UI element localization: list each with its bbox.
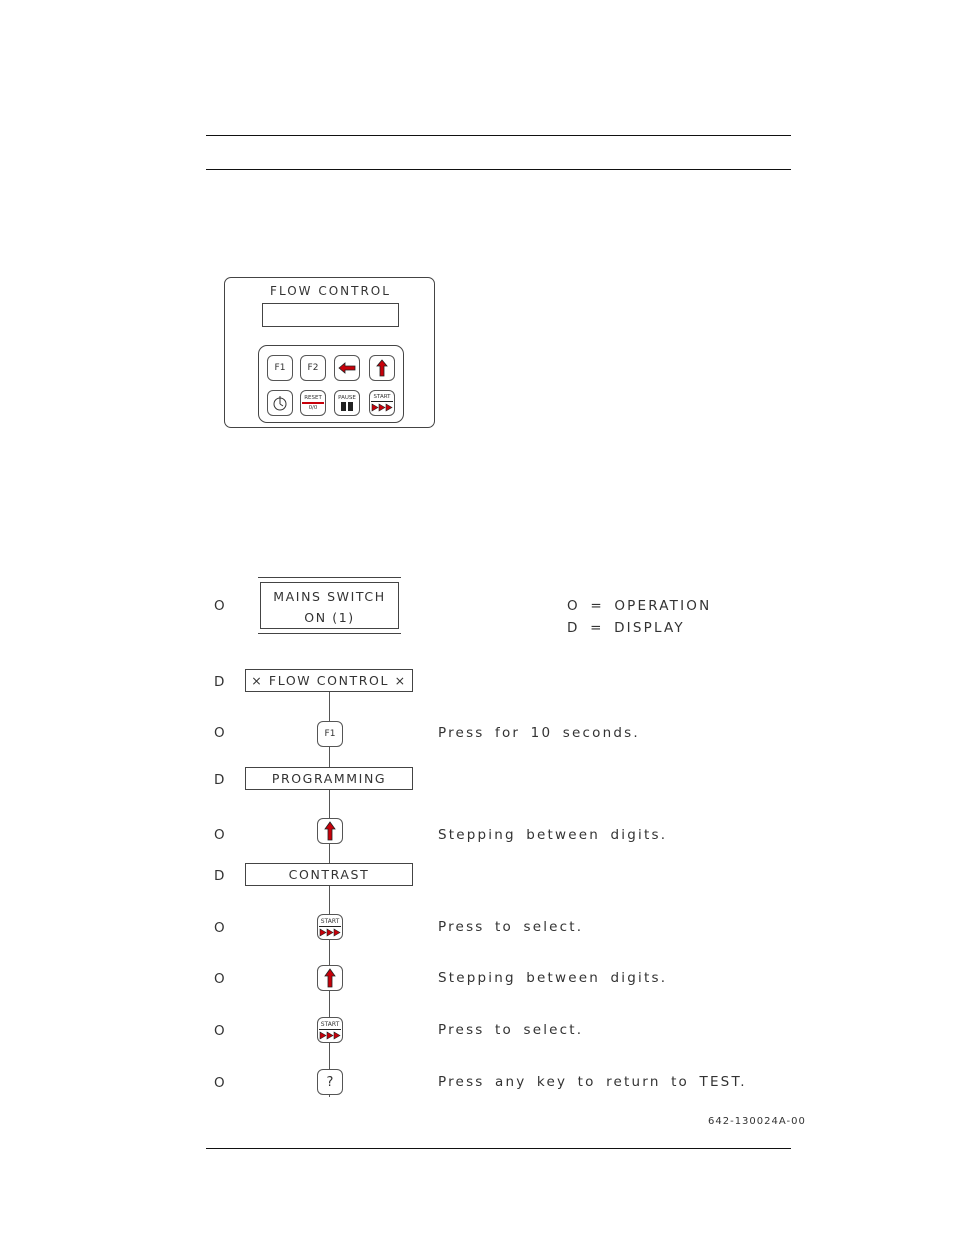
keypad	[258, 345, 404, 423]
step-type: O	[214, 725, 227, 741]
panel-title: FLOW CONTROL	[270, 284, 391, 298]
start-key-label: START	[320, 917, 340, 925]
step-type: O	[214, 1023, 227, 1039]
f2-key[interactable]	[300, 355, 326, 381]
start-key-bar	[319, 926, 341, 927]
play-triple-icon	[319, 928, 341, 937]
up-arrow-icon	[376, 359, 388, 377]
step-type: O	[214, 1075, 227, 1091]
reset-key[interactable]	[300, 390, 326, 416]
step-description: Press to select.	[438, 1022, 584, 1038]
display-programming: PROGRAMMING	[245, 767, 413, 790]
up-arrow-key[interactable]	[317, 818, 343, 844]
any-key-label: ?	[326, 1074, 334, 1090]
step-type: D	[214, 772, 227, 788]
step-type: D	[214, 868, 227, 884]
f1-key[interactable]	[267, 355, 293, 381]
start-key-bar	[319, 1029, 341, 1030]
timer-key[interactable]	[267, 390, 293, 416]
step-type: O	[214, 827, 227, 843]
step-type: D	[214, 674, 227, 690]
up-arrow-key[interactable]	[317, 965, 343, 991]
pause-icon	[339, 401, 355, 411]
play-triple-icon	[319, 1031, 341, 1040]
up-arrow-icon	[324, 968, 336, 988]
up-arrow-key[interactable]	[369, 355, 395, 381]
panel-display	[262, 303, 399, 327]
mains-switch-label	[258, 577, 401, 634]
display-flow-control: × FLOW CONTROL ×	[245, 669, 413, 692]
display-contrast: CONTRAST	[245, 863, 413, 886]
step-description: Stepping between digits.	[438, 827, 668, 843]
step-type: O	[214, 598, 227, 614]
step-description: Press any key to return to TEST.	[438, 1074, 747, 1090]
step-description: Press for 10 seconds.	[438, 725, 640, 741]
up-arrow-icon	[324, 821, 336, 841]
step-type: O	[214, 920, 227, 936]
start-key[interactable]	[317, 914, 343, 940]
f1-key-label: F1	[274, 363, 286, 373]
reset-key-label: RESET	[304, 395, 322, 401]
pause-key[interactable]	[334, 390, 360, 416]
f1-key-label: F1	[324, 729, 336, 739]
header-rule-bottom	[206, 169, 791, 170]
legend-display: D = DISPLAY	[567, 620, 685, 636]
left-arrow-icon	[338, 362, 356, 374]
start-key[interactable]	[317, 1017, 343, 1043]
legend-operation: O = OPERATION	[567, 598, 712, 614]
header-rule-top	[206, 135, 791, 136]
step-type: O	[214, 971, 227, 987]
back-arrow-key[interactable]	[334, 355, 360, 381]
mains-line1: MAINS SWITCH	[273, 589, 386, 604]
footer-rule	[206, 1148, 791, 1149]
step-description: Press to select.	[438, 919, 584, 935]
start-key[interactable]	[369, 390, 395, 416]
control-panel	[224, 277, 435, 428]
play-triple-icon	[371, 403, 393, 412]
timer-icon	[272, 394, 288, 412]
start-key-bar	[371, 401, 393, 402]
start-key-label: START	[320, 1020, 340, 1028]
any-key[interactable]	[317, 1069, 343, 1095]
f1-key[interactable]	[317, 721, 343, 747]
f2-key-label: F2	[307, 363, 319, 373]
mains-line2: ON (1)	[304, 610, 355, 625]
step-description: Stepping between digits.	[438, 970, 668, 986]
figure-id: 642-130024A-00	[708, 1116, 806, 1127]
start-key-label: START	[373, 394, 391, 400]
reset-key-sublabel: 0/0	[308, 405, 318, 411]
reset-key-bar	[302, 402, 324, 404]
pause-key-label: PAUSE	[338, 395, 356, 401]
